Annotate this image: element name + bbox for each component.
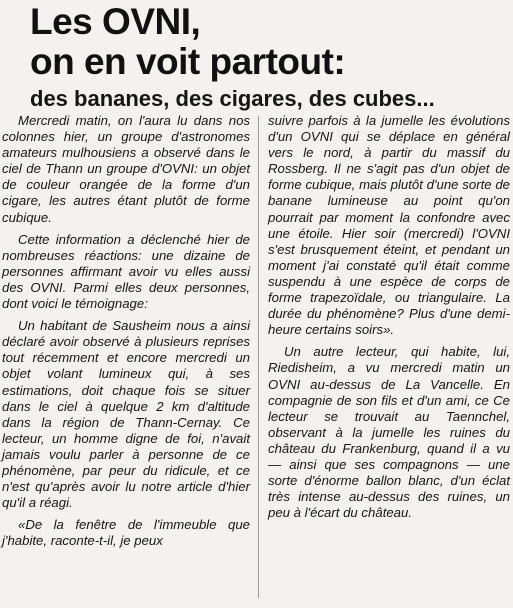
paragraph: Mercredi matin, on l'aura lu dans nos colonnes hier, un groupe d'astronomes amateurs mulhousiens a observé dans le ciel de Thann un groupe d'OVNI: un objet de couleur orangée de la forme d'un cigare, les autres étant plutôt de forme cubique.	[2, 113, 250, 225]
headline-line-1: Les OVNI,	[30, 1, 201, 42]
column-divider	[258, 116, 259, 598]
paragraph: Un habitant de Sausheim nous a ainsi déclaré avoir observé à plusieurs reprises tout récemment et encore mercredi un objet volant lumineux qui, à ses estimations, doit chaque fois se situer dans le ciel à quelque 2 km d'altitude dans la région de Thann-Cernay. Ce lecteur, un homme digne de foi, n'avait jamais voulu parler à personne de ce phénomène, par peur du ridicule, et ce n'est qu'après avoir lu notre article d'hier qu'il a réagi.	[2, 318, 250, 511]
paragraph: Cette information a déclenché hier de nombreuses réactions: une dizaine de personnes affirmant avoir vu elles aussi des OVNI. Parmi elles deux personnes, dont voici le témoignage:	[2, 231, 250, 312]
paragraph: «De la fenêtre de l'immeuble que j'habite, raconte-t-il, je peux	[2, 517, 250, 549]
subheadline: des bananes, des cigares, des cubes...	[30, 86, 435, 111]
left-column	[2, 113, 250, 555]
headline-line-2: on en voit partout:	[30, 41, 346, 82]
paragraph: Un autre lecteur, qui habite, lui, Riedisheim, a vu mercredi matin un OVNI au-dessus de La Vancelle. En compagnie de son fils et d'un ami, ce Ce lecteur se trouvait au Taennchel, observant à la jumelle les ruines du château du Frankenburg, quand il a vu — ainsi que ses compagnons — une sorte d'énorme ballon blanc, d'un éclat très intense au-dessus des ruines, un peu à l'écart du château.	[268, 344, 510, 521]
right-column	[268, 113, 510, 527]
paragraph: suivre parfois à la jumelle les évolutions d'un OVNI qui se déplace en général vers le nord, à partir du massif du Rossberg. Il ne s'agit pas d'un objet de forme cubique, mais plutôt d'une sorte de banane lumineuse au point qu'on pourrait par moment la confondre avec une étoile. Hier soir (mercredi) l'OVNI s'est brusquement éteint, et pendant un moment j'ai constaté qu'il était comme suspendu à une espèce de corps de forme trapezoïdale, ou triangulaire. La durée du phénomène? Plus d'une demi-heure certains soirs».	[268, 113, 510, 338]
